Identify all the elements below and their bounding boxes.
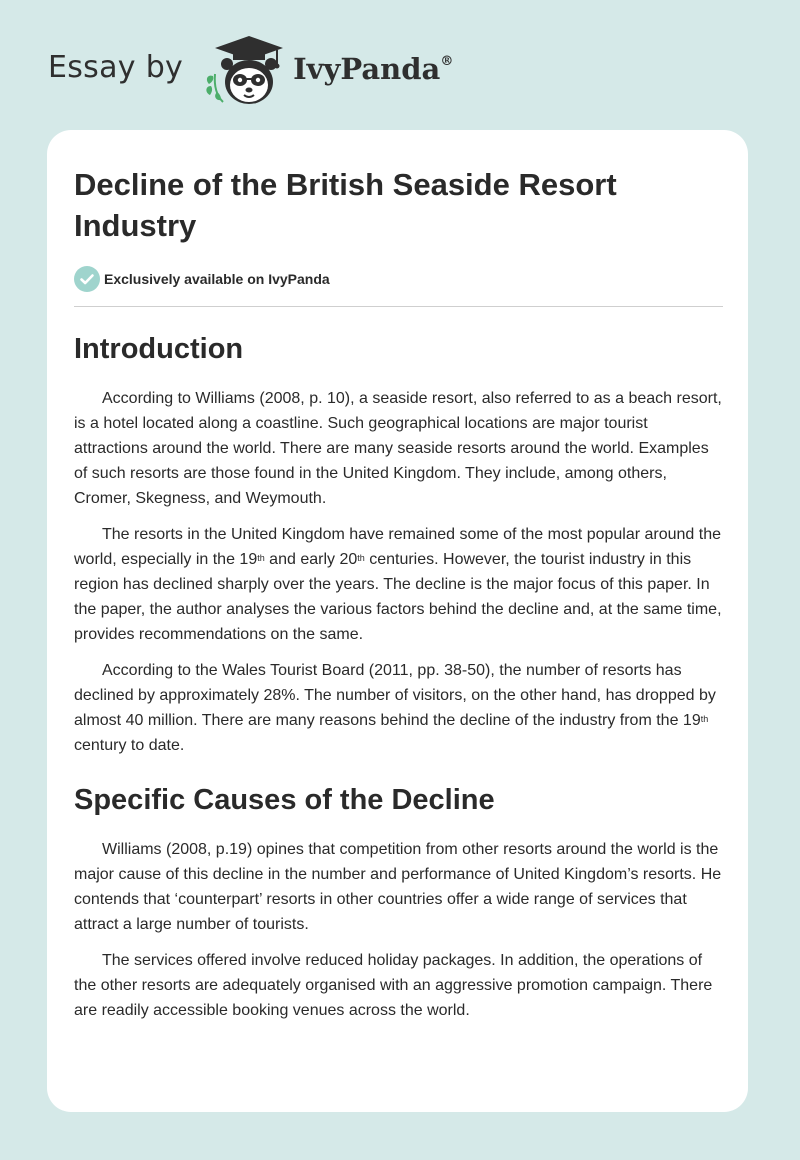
ordinal-suffix: th [700,714,709,724]
paragraph-text: The resorts in the United Kingdom have remained some of the most popular around the world, especially in the 19 [74,526,722,568]
exclusive-badge [74,266,723,307]
essay-paragraph [74,658,723,758]
paragraph-text: Williams (2008, p.19) opines that competition from other resorts around the world is the major cause of this decline in the number and performance of United Kingdom’s resorts. He contends that ‘counterpart’ resorts in other countries offer a wide range of services that attract a large number of tourists. [74,841,722,933]
check-circle-icon [74,266,100,292]
essay-paragraph [74,386,723,511]
panda-logo-icon [199,30,291,110]
essay-paragraph [74,837,723,937]
paragraph-text: century to date. [74,737,185,754]
brand-name [293,52,453,86]
brand-prefix: Essay by [48,49,184,85]
paragraph-text: centuries. However, the tourist industry in this region has declined sharply over the years. The decline is the major focus of this paper. In the paper, the author analyses the various factors behind the decline and, at the same time, provides recommendations on the same. [74,551,722,643]
paragraph-text: According to the Wales Tourist Board (2011, pp. 38-50), the number of resorts has declined by approximately 28%. The number of visitors, on the other hand, has dropped by almost 40 million. There are many reasons behind the decline of the industry from the 19 [74,662,716,729]
essay-sections [74,331,723,1023]
brand-header [48,30,453,110]
essay-content [74,164,723,1023]
paragraph-text: The services offered involve reduced holiday packages. In addition, the operations of the other resorts are adequately organised with an aggressive promotion campaign. There are readily accessible booking venues across the world. [74,952,713,1019]
section-heading: Introduction [74,333,244,365]
ordinal-suffix: th [357,553,365,563]
registered-mark: ® [440,54,454,69]
badge-text: Exclusively available on IvyPanda [104,271,330,287]
essay-paragraph [74,522,723,647]
paragraph-text: According to Williams (2008, p. 10), a seaside resort, also referred to as a beach resort, is a hotel located along a coastline. Such geographical locations are major tourist attractions around the world. There are many seaside resorts around the world. Examples of such resorts are those found in the United Kingdom. They include, among others, Cromer, Skegness, and Weymouth. [74,390,722,507]
essay-title: Decline of the British Seaside Resort Industry [74,167,617,243]
essay-card [47,130,748,1112]
paragraph-text: and early 20 [264,551,358,568]
brand-name-text: IvyPanda [293,52,441,86]
section-heading: Specific Causes of the Decline [74,784,495,816]
essay-paragraph [74,948,723,1023]
ordinal-suffix: th [257,553,265,563]
